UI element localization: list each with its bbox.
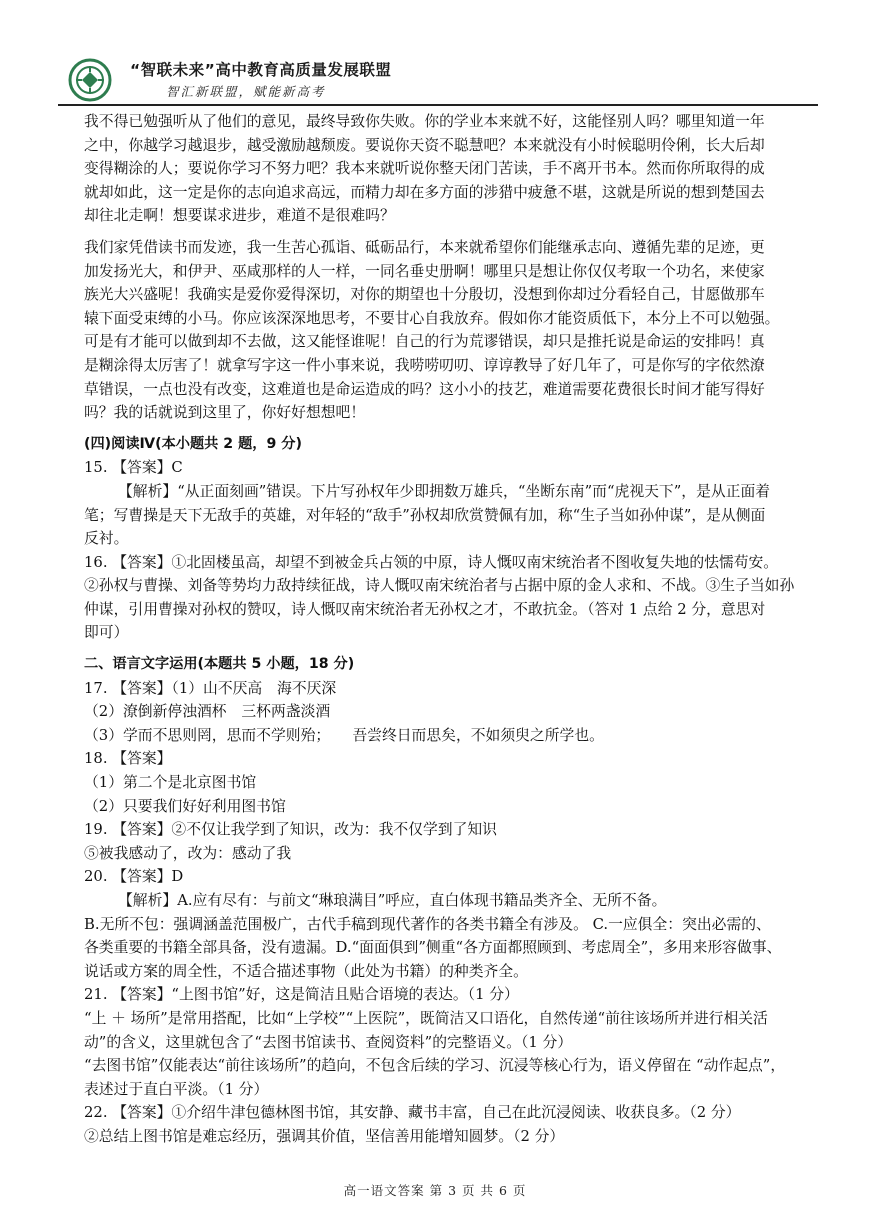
text-line: 动”的含义，这里就包含了“去图书馆读书、查阅资料”的完整语义。（1 分） — [84, 1033, 573, 1051]
text-line: 辕下面受束缚的小马。你应该深深地思考，不要甘心自我放弃。假如你才能资质低下，本分上不可以勉强。 — [84, 309, 780, 327]
text-line: （3）学而不思则罔，思而不学则殆； 吾尝终日而思矣，不如须臾之所学也。 — [84, 726, 604, 744]
text-line: “去图书馆”仅能表达“前往该场所”的趋向，不包含后续的学习、沉浸等核心行为，语义停留在 “动作起点”， — [84, 1057, 786, 1075]
text-line: 可是有才能可以做到却不去做，这又能怪谁呢！自己的行为荒谬错误，却只是推托说是命运的安排吗！真 — [84, 333, 765, 351]
text-line: 之中，你越学习越退步，越受激励越颓废。要说你天资不聪慧吧？本来就没有小时候聪明伶俐，长大后却 — [84, 136, 765, 154]
text-line: 【解析】A.应有尽有：与前文“琳琅满目”呼应，直白体现书籍品类齐全、无所不备。 — [118, 892, 667, 909]
text-line: ②总结上图书馆是难忘经历，强调其价值，坚信善用能增知圆梦。（2 分） — [84, 1127, 565, 1145]
text-line: （2）只要我们好好利用图书馆 — [84, 797, 286, 815]
text-line: 表述过于直白平淡。（1 分） — [84, 1080, 269, 1098]
text-line: 仲谋，引用曹操对孙权的赞叹，诗人慨叹南宋统治者无孙权之才，不敢抗金。（答对 1 点给 2 分，意思对 — [84, 600, 766, 618]
text-line: 18. 【答案】 — [84, 750, 172, 768]
text-line: B.无所不包：强调涵盖范围极广，古代手稿到现代著作的各类书籍全有涉及。 C.一应俱全：突出必需的、 — [84, 915, 771, 933]
text-line: 却往北走啊！想要谋求进步，难道不是很难吗？ — [84, 207, 395, 225]
text-line: 说话或方案的周全性，不适合描述事物（此处为书籍）的种类齐全。 — [84, 962, 528, 980]
text-line: ⑤被我感动了，改为：感动了我 — [84, 844, 292, 862]
text-line: 就却如此，这一定是你的志向追求高远，而精力却在多方面的涉猎中疲惫不堪，这就是所说的想到楚国去 — [84, 183, 765, 201]
section-heading: 二、语言文字运用(本题共 5 小题，18 分) — [84, 656, 355, 673]
text-line: 21. 【答案】“上图书馆”好，这是简洁且贴合语境的表达。（1 分） — [84, 986, 519, 1004]
text-line: （1）第二个是北京图书馆 — [84, 774, 257, 792]
text-line: 是糊涂得太厉害了！就拿写字这一件小事来说，我唠唠叨叨、谆谆教导了好几年了，可是你写的字依然潦 — [84, 356, 765, 374]
answer-content — [84, 110, 796, 1149]
text-line: 各类重要的书籍全部具备，没有遗漏。D.“面面俱到”侧重“各方面都照顾到、考虑周全”，多用来形容做事、 — [84, 939, 782, 957]
text-line: （2）潦倒新停浊酒杯 三杯两盏淡酒 — [84, 703, 331, 721]
paragraph-gap — [84, 425, 796, 433]
text-line: 20. 【答案】D — [84, 868, 184, 886]
text-line: 变得糊涂的人；要说你学习不努力吧？我本来就听说你整天闭门苦读，手不离开书本。然而你所取得的成 — [84, 160, 765, 178]
text-line: 草错误，一点也没有改变，这难道也是命运造成的吗？这小小的技艺，难道需要花费很长时间才能写得好 — [84, 380, 765, 398]
text-line: 【解析】“从正面刻画”错误。下片写孙权年少即拥数万雄兵，“坐断东南”而“虎视天下”，是从正面着 — [118, 482, 771, 500]
text-line: 吗？我的话就说到这里了，你好好想想吧！ — [84, 404, 366, 422]
text-line: 反衬。 — [84, 530, 129, 548]
text-line: “上 ＋ 场所”是常用搭配，比如“上学校”“上医院”，既简洁又口语化，自然传递“前往该场所并进行相关活 — [84, 1009, 768, 1027]
text-line: 加发扬光大，和伊尹、巫咸那样的人一样，一同名垂史册啊！哪里只是想让你仅仅考取一个功名，来使家 — [84, 262, 765, 280]
header-divider — [58, 104, 818, 106]
text-line: 16. 【答案】①北固楼虽高，却望不到被金兵占领的中原，诗人慨叹南宋统治者不图收复失地的怯懦苟安。 — [84, 553, 779, 571]
alliance-logo-icon — [68, 58, 112, 102]
section-heading: (四)阅读Ⅳ(本小题共 2 题，9 分) — [84, 435, 302, 452]
page-header — [58, 40, 818, 102]
text-line: 19. 【答案】②不仅让我学到了知识，改为：我不仅学到了知识 — [84, 821, 497, 839]
text-line: ②孙权与曹操、刘备等势均力敌持续征战，诗人慨叹南宋统治者与占据中原的金人求和、不战。③生子当如孙 — [84, 577, 795, 595]
text-line: 我们家凭借读书而发迹，我一生苦心孤诣、砥砺品行，本来就希望你们能继承志向、遵循先辈的足迹，更 — [84, 238, 765, 256]
text-line: 22. 【答案】①介绍牛津包德林图书馆，其安静、藏书丰富，自己在此沉浸阅读、收获良多。（2 分） — [84, 1104, 741, 1122]
paragraph-gap — [84, 645, 796, 653]
alliance-slogan: 智汇新联盟，赋能新高考 — [166, 84, 326, 99]
text-line: 我不得已勉强听从了他们的意见，最终导致你失败。你的学业本来就不好，这能怪别人吗？哪里知道一年 — [84, 113, 765, 130]
text-line: 族光大兴盛呢！我确实是爱你爱得深切，对你的期望也十分殷切，没想到你却过分看轻自己，甘愿做那车 — [84, 286, 765, 304]
text-line: 笔；写曹操是天下无敌手的英雄，对年轻的“敌手”孙权却欣赏赞佩有加，称“生子当如孙仲谋”，是从侧面 — [84, 506, 766, 524]
text-line: 17. 【答案】（1）山不厌高 海不厌深 — [84, 679, 337, 697]
text-line: 即可） — [84, 624, 129, 642]
text-line: 15. 【答案】C — [84, 459, 183, 477]
page-footer: 高一语文答案 第 3 页 共 6 页 — [343, 1183, 527, 1198]
paragraph-gap — [84, 228, 796, 236]
alliance-name: “智联未来”高中教育高质量发展联盟 — [130, 61, 392, 79]
